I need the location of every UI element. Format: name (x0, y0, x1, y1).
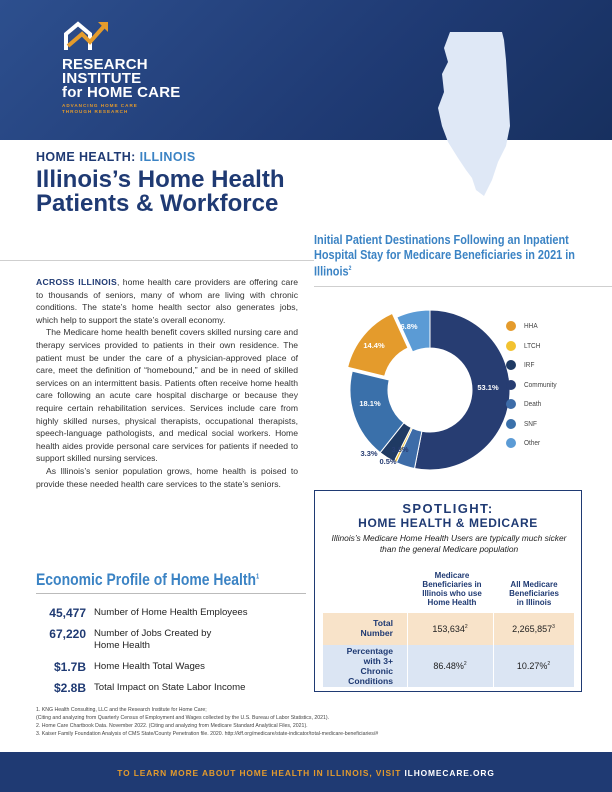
legend-swatch (506, 321, 516, 331)
legend-label: IRF (524, 360, 535, 369)
spotlight-description: Illinois’s Medicare Home Health Users are typically much sicker than the general Medicare population (331, 533, 567, 554)
legend-label: Other (524, 438, 541, 447)
header-line: Home Health (427, 598, 477, 607)
footnote: (Citing and analyzing from Quarterly Census of Employment and Wages collected by the U.S. Bureau of Labor Statistics, 2021). (36, 715, 330, 721)
chart-title (314, 232, 583, 278)
logo-text-line: for HOME CARE (62, 84, 181, 101)
economic-value: $1.7B (53, 660, 86, 674)
logo-tagline: ADVANCING HOME CARE (62, 103, 138, 108)
row-header (323, 646, 393, 686)
economic-value: 45,477 (49, 606, 86, 620)
table-cell (493, 624, 574, 634)
row-header (323, 618, 393, 638)
header-line: Medicare (434, 571, 470, 580)
economic-label: Total Impact on State Labor Income (94, 682, 246, 693)
logo-text-line: INSTITUTE (62, 70, 142, 87)
footnote-ref: 2 (463, 661, 467, 667)
footnote-ref: 2 (464, 624, 468, 630)
footnote-ref: 2 (348, 266, 352, 272)
legend-label: HHA (524, 321, 538, 330)
header-line: Beneficiaries in (422, 580, 482, 589)
row-header-line: with 3+ (363, 656, 393, 666)
header-line: Beneficiaries (509, 589, 559, 598)
chart-legend (506, 320, 596, 457)
legend-label: Death (524, 399, 542, 408)
divider (0, 260, 314, 261)
row-header-line: Conditions (348, 676, 393, 686)
page-title: Illinois’s Home Health Patients & Workforce (36, 166, 285, 217)
logo-tagline: THROUGH RESEARCH (62, 109, 129, 114)
legend-label: SNF (524, 418, 537, 428)
footnote-ref: 3 (552, 624, 555, 630)
slice-data-label: 14.4% (363, 341, 385, 350)
body-text (36, 276, 298, 490)
table-divider (407, 613, 408, 687)
slice-data-label: 53.1% (477, 383, 499, 392)
divider (36, 593, 306, 594)
table-cell (407, 624, 493, 634)
legend-item (506, 437, 596, 457)
logo-text-line: RESEARCH (62, 56, 148, 73)
table-row (323, 645, 574, 687)
paragraph (36, 276, 298, 326)
spotlight-title: SPOTLIGHT: (402, 501, 494, 516)
donut-chart (316, 304, 512, 474)
slice-data-label: 0.5% (379, 457, 397, 466)
legend-item (506, 379, 596, 399)
spotlight-subtitle: HOME HEALTH & MEDICARE (358, 516, 538, 530)
header-line: in Illinois (516, 598, 552, 607)
economic-value: $2.8B (53, 681, 86, 695)
legend-swatch (506, 380, 516, 390)
section-label-prefix: HOME HEALTH: (36, 150, 136, 164)
table-cell (407, 661, 493, 671)
footnote-ref: 1 (255, 573, 260, 581)
legend-swatch (506, 419, 516, 429)
paragraph: As Illinois’s senior population grows, home health is poised to provide these needed health care services to the state’s seniors. (36, 465, 298, 489)
cell-value: 153,634 (432, 624, 465, 634)
economic-label: Number of Jobs Created by Home Health (94, 628, 212, 651)
footer-text (0, 768, 612, 778)
spotlight-box (314, 490, 582, 692)
cell-value: 10.27% (516, 661, 548, 671)
legend-item (506, 320, 596, 340)
table-row (323, 613, 574, 645)
legend-item (506, 359, 596, 379)
legend-swatch (506, 360, 516, 370)
economic-label: Home Health Total Wages (94, 661, 205, 672)
website-link[interactable]: ILHOMECARE.ORG (404, 768, 495, 778)
footnote-ref: 2 (547, 661, 551, 667)
footnote: 3. Kaiser Family Foundation Analysis of CMS State/County Penetration file. 2020. http://kff.org/medicare/state-indicator/total-medicare-beneficiaries/# (36, 731, 379, 737)
legend-swatch (506, 399, 516, 409)
economic-label: Number of Home Health Employees (94, 607, 248, 618)
footnote: 2. Home Care Chartbook Data. November 2022. (Citing and analyzing from Medicare Standard Analytical Files, 2021). (36, 723, 308, 729)
paragraph: The Medicare home health benefit covers skilled nursing care and therapy services provided to patients in their own residence. The patient must be under the care of a physician-approved place of care, meet the definition of “homebound,” and be in need of skilled services on an intermittent basis. Patients often receive home health care following an acute care hospital discharge or because they require certain rehabilitation services. Services include care from highly skilled nurses, physical therapists, occupational therapists, speech-language pathologists, and medical social workers. Home health aides provide personal care services for patients if needed to support skilled nursing services. (36, 327, 298, 464)
footer-prompt: TO LEARN MORE ABOUT HOME HEALTH IN ILLINOIS, VISIT (117, 768, 405, 778)
row-header-line: Chronic (360, 666, 393, 676)
chart-title-text: Initial Patient Destinations Following an Inpatient Hospital Stay for Medicare Beneficiaries in 2021 in Illinois (314, 232, 575, 279)
row-header-line: Number (360, 628, 393, 638)
header-banner (0, 0, 612, 140)
slice-data-label: 18.1% (359, 399, 381, 408)
row-header-line: Total (373, 618, 393, 628)
footnotes (36, 706, 576, 738)
row-header-line: Percentage (346, 646, 393, 656)
slice-data-label: 6.8% (400, 322, 418, 331)
economic-value: 67,220 (49, 627, 86, 641)
table-cell (493, 661, 574, 671)
slice-data-label: 3.3% (360, 449, 378, 458)
legend-label: Community (524, 379, 557, 389)
legend-swatch (506, 341, 516, 351)
paragraph-text: , home health care providers are offering care to thousands of seniors, many of whom are living with chronic conditions. The state’s home health sector also generates jobs, which help to support the state’s overall economy. (36, 277, 298, 325)
legend-swatch (506, 438, 516, 448)
legend-item (506, 418, 596, 438)
illinois-map-icon (436, 30, 516, 200)
header-line: All Medicare (510, 580, 558, 589)
lead-text: ACROSS ILLINOIS (36, 277, 117, 287)
economic-profile-title-text: Economic Profile of Home Health (36, 570, 256, 589)
divider (314, 286, 612, 287)
section-label (36, 150, 196, 164)
footnote: 1. KNG Health Consulting, LLC and the Research Institute for Home Care; (36, 707, 207, 713)
cell-value: 2,265,857 (512, 624, 553, 634)
header-line: Illinois who use (422, 589, 482, 598)
legend-item (506, 340, 596, 360)
legend-item (506, 398, 596, 418)
economic-profile-title (36, 570, 259, 590)
table-header-home-health-users (407, 571, 497, 607)
house-arrow-logo-icon (62, 20, 110, 56)
legend-label: LTCH (524, 340, 541, 350)
table-divider (493, 613, 494, 687)
section-label-state: ILLINOIS (139, 150, 196, 164)
cell-value: 86.48% (433, 661, 464, 671)
footer-banner (0, 752, 612, 792)
slice-data-label: 3.8% (391, 445, 409, 454)
table-header-all-beneficiaries (493, 580, 575, 607)
